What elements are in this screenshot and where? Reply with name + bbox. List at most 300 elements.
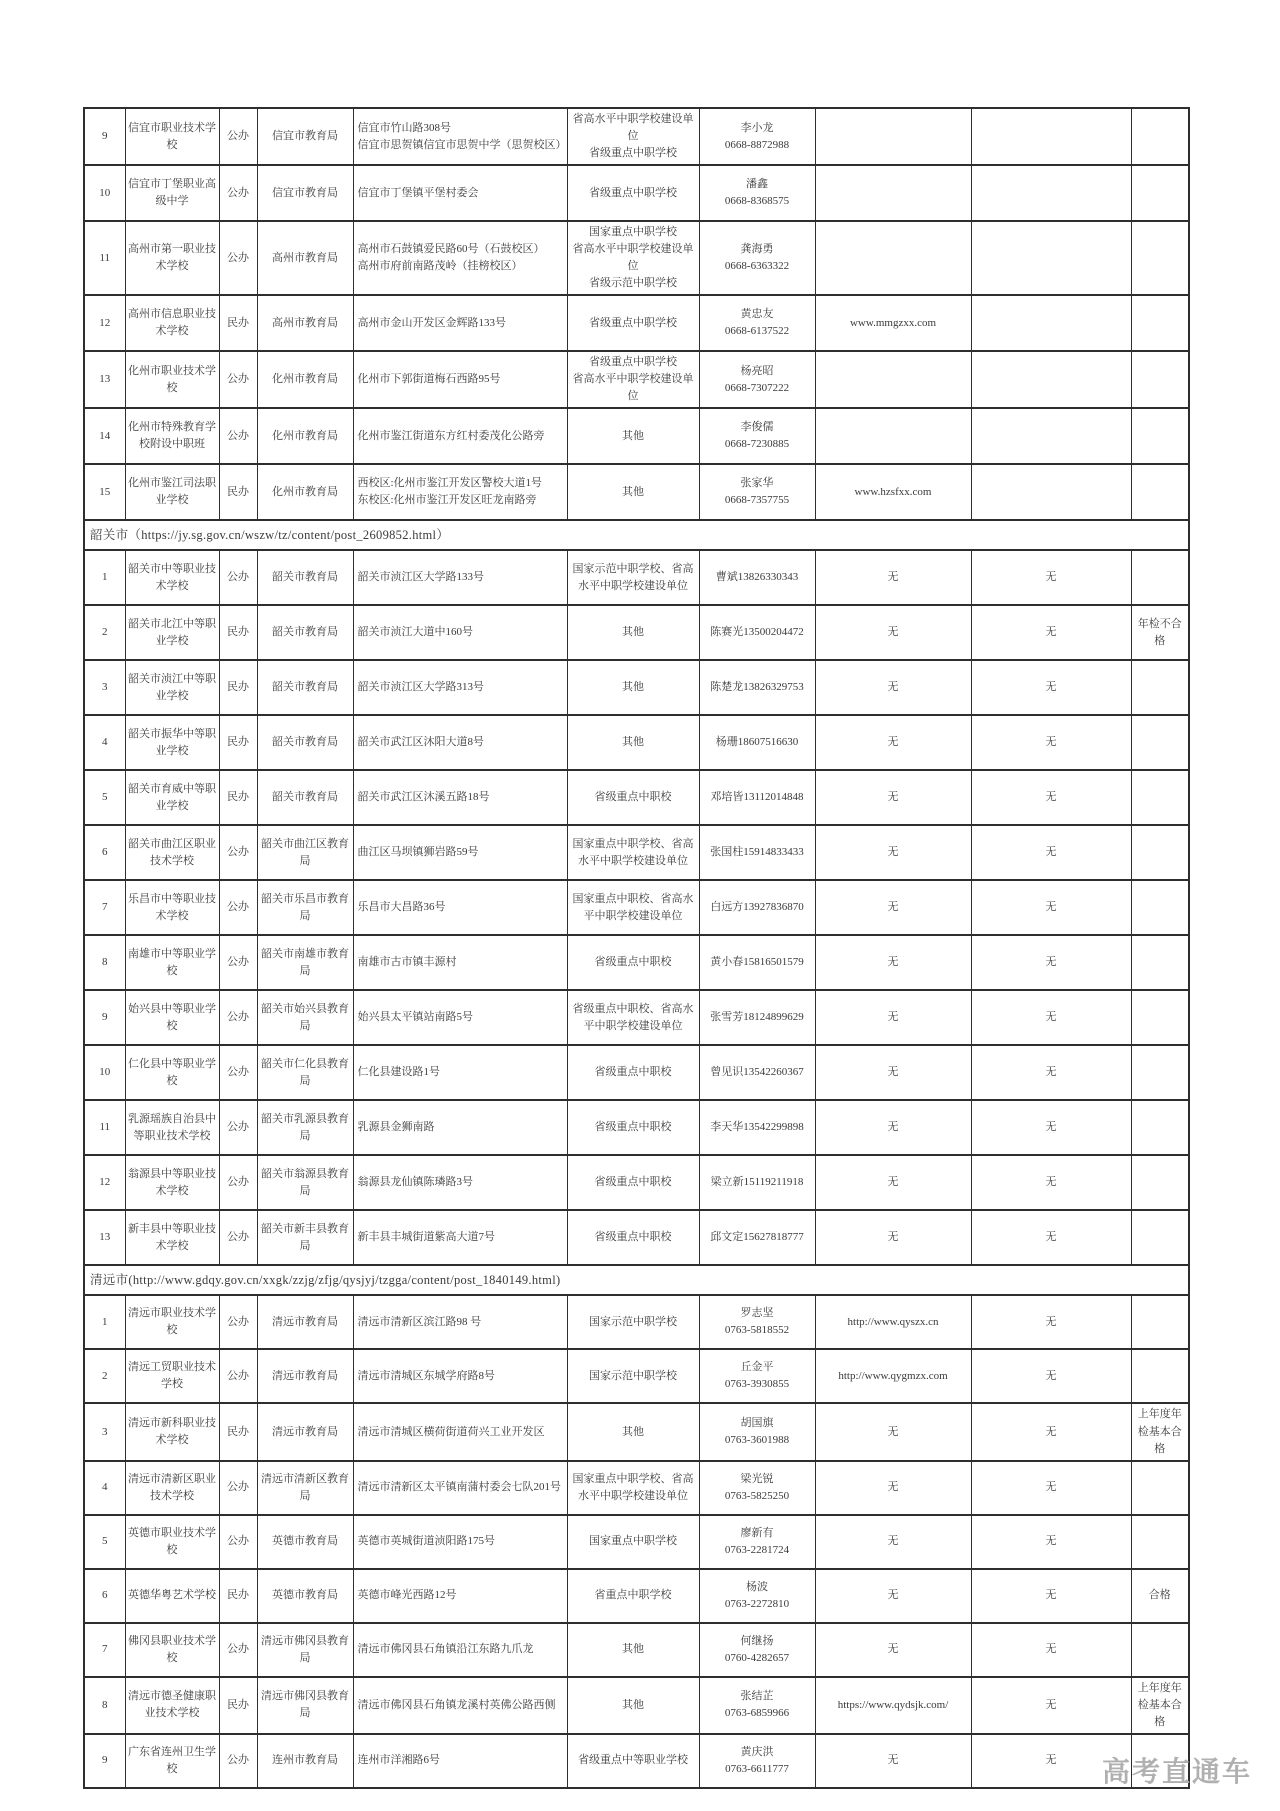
school-table-body xyxy=(84,108,1189,1788)
table-cell: 无 xyxy=(815,1569,971,1623)
table-cell: 韶关市浈江区大学路133号 xyxy=(353,550,567,605)
table-cell xyxy=(971,464,1131,520)
table-cell: 陈赛光13500204472 xyxy=(699,605,815,660)
table-cell: 张国柱15914833433 xyxy=(699,825,815,880)
table-cell xyxy=(1131,660,1189,715)
table-cell: 省级重点中职校、省高水平中职学校建设单位 xyxy=(567,990,699,1045)
table-cell: 高州市金山开发区金辉路133号 xyxy=(353,295,567,351)
table-cell: 清远市职业技术学校 xyxy=(125,1295,219,1349)
table-cell: 其他 xyxy=(567,605,699,660)
table-cell: 无 xyxy=(815,1623,971,1677)
table-cell: 韶关市浈江区大学路313号 xyxy=(353,660,567,715)
table-cell: 始兴县太平镇站南路5号 xyxy=(353,990,567,1045)
table-row xyxy=(84,935,1189,990)
table-cell: 省级重点中职学校 省高水平中职学校建设单位 xyxy=(567,351,699,408)
table-cell: 无 xyxy=(971,550,1131,605)
table-cell: 无 xyxy=(971,1677,1131,1734)
table-cell: 国家重点中职学校 xyxy=(567,1515,699,1569)
table-cell: 13 xyxy=(84,1210,125,1265)
table-cell xyxy=(1131,1461,1189,1515)
table-cell: 无 xyxy=(815,1155,971,1210)
table-cell: 杨亮昭 0668-7307222 xyxy=(699,351,815,408)
table-row xyxy=(84,1045,1189,1100)
table-row xyxy=(84,1403,1189,1460)
table-cell: 其他 xyxy=(567,464,699,520)
table-row xyxy=(84,550,1189,605)
table-cell: 李小龙 0668-8872988 xyxy=(699,108,815,165)
table-cell: 民办 xyxy=(219,605,257,660)
table-row xyxy=(84,408,1189,464)
table-cell: 无 xyxy=(971,660,1131,715)
table-cell xyxy=(1131,1155,1189,1210)
table-cell: 8 xyxy=(84,935,125,990)
table-cell: 国家示范中职学校 xyxy=(567,1349,699,1403)
table-cell xyxy=(971,221,1131,295)
table-cell: 合格 xyxy=(1131,1569,1189,1623)
table-cell: 无 xyxy=(815,1461,971,1515)
table-cell: 公办 xyxy=(219,1045,257,1100)
table-cell: 国家重点中职学校、省高水平中职学校建设单位 xyxy=(567,825,699,880)
table-cell: 11 xyxy=(84,1100,125,1155)
table-cell: 化州市教育局 xyxy=(257,351,353,408)
table-cell: 韶关市中等职业技术学校 xyxy=(125,550,219,605)
table-cell: 清远市清新区教育局 xyxy=(257,1461,353,1515)
table-cell: 无 xyxy=(971,825,1131,880)
table-cell: 信宜市丁堡镇平堡村委会 xyxy=(353,165,567,221)
table-cell: 6 xyxy=(84,1569,125,1623)
table-cell: 国家重点中职学校、省高水平中职学校建设单位 xyxy=(567,1461,699,1515)
table-cell: 无 xyxy=(971,1403,1131,1460)
section-header-text: 韶关市（https://jy.sg.gov.cn/wszw/tz/content/post_2609852.html） xyxy=(84,520,1189,550)
table-cell: 公办 xyxy=(219,1734,257,1788)
table-cell: 公办 xyxy=(219,1295,257,1349)
table-cell: 英德华粤艺术学校 xyxy=(125,1569,219,1623)
table-cell: 省级重点中等职业学校 xyxy=(567,1734,699,1788)
table-cell: 10 xyxy=(84,1045,125,1100)
table-cell xyxy=(1131,221,1189,295)
table-cell: 英德市教育局 xyxy=(257,1569,353,1623)
table-cell xyxy=(1131,825,1189,880)
table-row xyxy=(84,825,1189,880)
table-cell xyxy=(1131,1623,1189,1677)
table-cell: 丘金平 0763-3930855 xyxy=(699,1349,815,1403)
table-cell: 清远市教育局 xyxy=(257,1403,353,1460)
table-cell: 省级重点中职学校 xyxy=(567,165,699,221)
table-cell: 韶关市乳源县教育局 xyxy=(257,1100,353,1155)
table-cell xyxy=(1131,550,1189,605)
table-cell: 白远方13927836870 xyxy=(699,880,815,935)
table-cell: 曾见识13542260367 xyxy=(699,1045,815,1100)
section-header-text: 清远市(http://www.gdqy.gov.cn/xxgk/zzjg/zfjg/qysjyj/tzgga/content/post_1840149.html) xyxy=(84,1265,1189,1295)
table-cell: 张雪芳18124899629 xyxy=(699,990,815,1045)
table-cell: 民办 xyxy=(219,660,257,715)
table-cell: 乐昌市中等职业技术学校 xyxy=(125,880,219,935)
table-row xyxy=(84,295,1189,351)
table-cell: 化州市职业技术学校 xyxy=(125,351,219,408)
table-cell: 7 xyxy=(84,880,125,935)
table-cell: 化州市鉴江司法职业学校 xyxy=(125,464,219,520)
table-cell xyxy=(1131,295,1189,351)
table-cell: 公办 xyxy=(219,221,257,295)
table-cell: 李天华13542299898 xyxy=(699,1100,815,1155)
table-cell: 9 xyxy=(84,990,125,1045)
table-cell: 省级重点中职学校 xyxy=(567,295,699,351)
table-cell xyxy=(1131,1515,1189,1569)
table-row xyxy=(84,660,1189,715)
table-cell: 12 xyxy=(84,1155,125,1210)
table-cell: 无 xyxy=(815,1403,971,1460)
table-row xyxy=(84,1569,1189,1623)
table-cell: http://www.qyszx.cn xyxy=(815,1295,971,1349)
table-row xyxy=(84,715,1189,770)
table-cell: 清远市清新区职业技术学校 xyxy=(125,1461,219,1515)
table-cell xyxy=(1131,108,1189,165)
table-cell: 乳源县金狮南路 xyxy=(353,1100,567,1155)
table-cell xyxy=(971,295,1131,351)
table-cell: 无 xyxy=(815,880,971,935)
table-cell: 韶关市武江区沐阳大道8号 xyxy=(353,715,567,770)
table-cell xyxy=(1131,464,1189,520)
table-cell: 14 xyxy=(84,408,125,464)
table-cell: 无 xyxy=(971,1349,1131,1403)
table-cell xyxy=(1131,715,1189,770)
table-cell: 无 xyxy=(971,1461,1131,1515)
table-cell: 公办 xyxy=(219,1100,257,1155)
table-cell: 民办 xyxy=(219,1677,257,1734)
table-cell: 无 xyxy=(815,550,971,605)
table-cell: 5 xyxy=(84,1515,125,1569)
table-cell: 清远市佛冈县教育局 xyxy=(257,1623,353,1677)
table-cell: 1 xyxy=(84,1295,125,1349)
table-cell: 国家示范中职学校、省高水平中职学校建设单位 xyxy=(567,550,699,605)
table-row xyxy=(84,351,1189,408)
table-cell: 国家重点中职学校 省高水平中职学校建设单位 省级示范中职学校 xyxy=(567,221,699,295)
table-cell: 其他 xyxy=(567,408,699,464)
table-cell: 无 xyxy=(815,715,971,770)
table-cell: 民办 xyxy=(219,1569,257,1623)
table-cell: 信宜市教育局 xyxy=(257,165,353,221)
table-cell: www.mmgzxx.com xyxy=(815,295,971,351)
table-cell: 无 xyxy=(815,1734,971,1788)
table-cell: 何继扬 0760-4282657 xyxy=(699,1623,815,1677)
table-cell: 公办 xyxy=(219,1349,257,1403)
table-cell: 清远市佛冈县石角镇沿江东路九爪龙 xyxy=(353,1623,567,1677)
table-cell: 清远市新科职业技术学校 xyxy=(125,1403,219,1460)
table-cell: 公办 xyxy=(219,825,257,880)
table-cell: 陈楚龙13826329753 xyxy=(699,660,815,715)
table-cell: 9 xyxy=(84,1734,125,1788)
table-cell xyxy=(1131,880,1189,935)
table-cell: 无 xyxy=(815,1045,971,1100)
table-cell: 清远工贸职业技术学校 xyxy=(125,1349,219,1403)
table-row xyxy=(84,1623,1189,1677)
table-cell xyxy=(1131,408,1189,464)
table-cell: 韶关市新丰县教育局 xyxy=(257,1210,353,1265)
table-row xyxy=(84,1461,1189,1515)
table-cell: 其他 xyxy=(567,715,699,770)
table-cell: 西校区:化州市鉴江开发区警校大道1号 东校区:化州市鉴江开发区旺龙南路旁 xyxy=(353,464,567,520)
table-cell xyxy=(1131,1100,1189,1155)
table-cell: 无 xyxy=(971,1210,1131,1265)
table-cell xyxy=(971,408,1131,464)
table-cell: 胡国旗 0763-3601988 xyxy=(699,1403,815,1460)
table-cell: 无 xyxy=(815,1515,971,1569)
table-cell: 民办 xyxy=(219,715,257,770)
table-cell: 化州市教育局 xyxy=(257,408,353,464)
table-cell xyxy=(971,351,1131,408)
table-cell: 公办 xyxy=(219,408,257,464)
table-cell: 邱文定15627818777 xyxy=(699,1210,815,1265)
table-cell: http://www.qygmzx.com xyxy=(815,1349,971,1403)
table-cell: 连州市洋湘路6号 xyxy=(353,1734,567,1788)
table-cell: 曹斌13826330343 xyxy=(699,550,815,605)
table-cell: 9 xyxy=(84,108,125,165)
table-cell: 8 xyxy=(84,1677,125,1734)
table-cell: 年检不合格 xyxy=(1131,605,1189,660)
table-cell: 韶关市教育局 xyxy=(257,605,353,660)
table-cell: 省级重点中职校 xyxy=(567,1100,699,1155)
table-row xyxy=(84,1295,1189,1349)
table-cell: 公办 xyxy=(219,935,257,990)
table-cell xyxy=(971,108,1131,165)
table-cell: 信宜市职业技术学校 xyxy=(125,108,219,165)
table-cell: 仁化县建设路1号 xyxy=(353,1045,567,1100)
table-cell: 英德市英城街道浈阳路175号 xyxy=(353,1515,567,1569)
table-cell xyxy=(1131,990,1189,1045)
table-cell: 2 xyxy=(84,605,125,660)
table-row xyxy=(84,1349,1189,1403)
table-cell: 乳源瑶族自治县中等职业技术学校 xyxy=(125,1100,219,1155)
table-cell: 韶关市翁源县教育局 xyxy=(257,1155,353,1210)
table-cell: 15 xyxy=(84,464,125,520)
table-cell: 无 xyxy=(815,990,971,1045)
table-cell: 上年度年检基本合格 xyxy=(1131,1677,1189,1734)
table-cell: 新丰县中等职业技术学校 xyxy=(125,1210,219,1265)
table-cell xyxy=(1131,770,1189,825)
table-cell: 清远市教育局 xyxy=(257,1349,353,1403)
table-cell: 韶关市北江中等职业学校 xyxy=(125,605,219,660)
table-cell: 韶关市育威中等职业学校 xyxy=(125,770,219,825)
table-row xyxy=(84,464,1189,520)
table-cell: 民办 xyxy=(219,770,257,825)
table-cell: 高州市第一职业技术学校 xyxy=(125,221,219,295)
table-cell: 罗志坚 0763-5818552 xyxy=(699,1295,815,1349)
table-cell: 无 xyxy=(971,990,1131,1045)
table-cell: 公办 xyxy=(219,108,257,165)
table-row xyxy=(84,770,1189,825)
table-cell: 韶关市南雄市教育局 xyxy=(257,935,353,990)
table-cell: 13 xyxy=(84,351,125,408)
table-cell: 国家重点中职校、省高水平中职学校建设单位 xyxy=(567,880,699,935)
table-cell xyxy=(1131,935,1189,990)
table-cell: 民办 xyxy=(219,1403,257,1460)
table-cell: 佛冈县职业技术学校 xyxy=(125,1623,219,1677)
table-cell: 无 xyxy=(971,715,1131,770)
school-table-wrapper xyxy=(83,107,1188,1789)
table-cell: 信宜市竹山路308号 信宜市思贺镇信宜市思贺中学（思贺校区） xyxy=(353,108,567,165)
table-cell: 韶关市振华中等职业学校 xyxy=(125,715,219,770)
table-cell: 韶关市武江区沐溪五路18号 xyxy=(353,770,567,825)
table-cell: 无 xyxy=(971,1295,1131,1349)
table-cell: 韶关市教育局 xyxy=(257,770,353,825)
table-row xyxy=(84,880,1189,935)
table-cell: 高州市教育局 xyxy=(257,295,353,351)
table-cell: 省级重点中职校 xyxy=(567,1155,699,1210)
table-cell: 高州市教育局 xyxy=(257,221,353,295)
gaokao-zhitongche-watermark: 高考直通车 xyxy=(1101,1756,1252,1787)
table-cell: 公办 xyxy=(219,1623,257,1677)
table-cell: 化州市鉴江街道东方红村委茂化公路旁 xyxy=(353,408,567,464)
table-cell: 4 xyxy=(84,715,125,770)
table-cell: 省高水平中职学校建设单位 省级重点中职学校 xyxy=(567,108,699,165)
table-cell: 无 xyxy=(815,1210,971,1265)
table-cell xyxy=(1131,351,1189,408)
table-cell: 龚海勇 0668-6363322 xyxy=(699,221,815,295)
table-cell: 其他 xyxy=(567,1403,699,1460)
table-cell: 其他 xyxy=(567,1623,699,1677)
table-cell: 清远市清新区滨江路98 号 xyxy=(353,1295,567,1349)
table-cell: 曲江区马坝镇狮岩路59号 xyxy=(353,825,567,880)
table-cell: 省重点中职学校 xyxy=(567,1569,699,1623)
table-cell: 无 xyxy=(815,825,971,880)
table-cell: 无 xyxy=(971,1623,1131,1677)
table-cell: 韶关市始兴县教育局 xyxy=(257,990,353,1045)
table-cell: 清远市教育局 xyxy=(257,1295,353,1349)
table-cell: 英德市教育局 xyxy=(257,1515,353,1569)
table-cell: 翁源县龙仙镇陈璘路3号 xyxy=(353,1155,567,1210)
table-cell: 化州市下郭街道梅石西路95号 xyxy=(353,351,567,408)
table-cell: 杨珊18607516630 xyxy=(699,715,815,770)
section-header-shaoguan xyxy=(84,520,1189,550)
table-cell: 廖新有 0763-2281724 xyxy=(699,1515,815,1569)
table-cell: 省级重点中职校 xyxy=(567,1210,699,1265)
table-cell: www.hzsfxx.com xyxy=(815,464,971,520)
table-cell: 韶关市教育局 xyxy=(257,660,353,715)
table-cell xyxy=(815,108,971,165)
table-row xyxy=(84,1210,1189,1265)
table-cell: 清远市清城区横荷街道荷兴工业开发区 xyxy=(353,1403,567,1460)
table-cell: https://www.qydsjk.com/ xyxy=(815,1677,971,1734)
table-cell: 连州市教育局 xyxy=(257,1734,353,1788)
table-cell: 2 xyxy=(84,1349,125,1403)
table-cell: 张结芷 0763-6859966 xyxy=(699,1677,815,1734)
table-cell xyxy=(815,408,971,464)
table-cell xyxy=(1131,1349,1189,1403)
table-cell: 清远市清新区太平镇南蒲村委会七队201号 xyxy=(353,1461,567,1515)
table-cell: 南雄市中等职业学校 xyxy=(125,935,219,990)
table-cell: 南雄市古市镇丰源村 xyxy=(353,935,567,990)
table-cell: 无 xyxy=(815,935,971,990)
table-row xyxy=(84,990,1189,1045)
table-cell: 新丰县丰城街道紫高大道7号 xyxy=(353,1210,567,1265)
table-cell: 民办 xyxy=(219,295,257,351)
table-cell: 梁光锐 0763-5825250 xyxy=(699,1461,815,1515)
table-cell: 清远市德圣健康职业技术学校 xyxy=(125,1677,219,1734)
table-row xyxy=(84,1677,1189,1734)
table-row xyxy=(84,605,1189,660)
table-cell: 无 xyxy=(815,605,971,660)
table-cell: 李俊儒 0668-7230885 xyxy=(699,408,815,464)
table-cell: 杨波 0763-2272810 xyxy=(699,1569,815,1623)
section-header-qingyuan xyxy=(84,1265,1189,1295)
table-row xyxy=(84,221,1189,295)
table-cell xyxy=(1131,165,1189,221)
table-cell: 无 xyxy=(971,770,1131,825)
table-cell: 韶关市浈江中等职业学校 xyxy=(125,660,219,715)
table-cell: 邓培皆13112014848 xyxy=(699,770,815,825)
table-cell: 英德市峰光西路12号 xyxy=(353,1569,567,1623)
table-cell: 韶关市曲江区职业技术学校 xyxy=(125,825,219,880)
table-cell: 公办 xyxy=(219,165,257,221)
table-cell: 黄小春15816501579 xyxy=(699,935,815,990)
table-cell: 公办 xyxy=(219,550,257,605)
table-cell: 无 xyxy=(815,1100,971,1155)
table-cell: 始兴县中等职业学校 xyxy=(125,990,219,1045)
table-cell xyxy=(815,165,971,221)
table-cell: 无 xyxy=(971,1569,1131,1623)
table-cell: 清远市清城区东城学府路8号 xyxy=(353,1349,567,1403)
table-cell: 清远市佛冈县教育局 xyxy=(257,1677,353,1734)
table-cell: 公办 xyxy=(219,880,257,935)
table-row xyxy=(84,1734,1189,1788)
table-cell: 韶关市乐昌市教育局 xyxy=(257,880,353,935)
table-cell: 公办 xyxy=(219,1515,257,1569)
table-cell: 3 xyxy=(84,660,125,715)
table-cell: 其他 xyxy=(567,1677,699,1734)
table-cell: 韶关市教育局 xyxy=(257,550,353,605)
table-cell: 韶关市浈江大道中160号 xyxy=(353,605,567,660)
table-cell: 省级重点中职校 xyxy=(567,770,699,825)
table-cell: 4 xyxy=(84,1461,125,1515)
table-cell: 5 xyxy=(84,770,125,825)
table-cell: 3 xyxy=(84,1403,125,1460)
table-row xyxy=(84,165,1189,221)
table-cell: 广东省连州卫生学校 xyxy=(125,1734,219,1788)
table-cell: 无 xyxy=(971,1155,1131,1210)
table-cell: 信宜市丁堡职业高级中学 xyxy=(125,165,219,221)
table-row xyxy=(84,1100,1189,1155)
table-cell: 仁化县中等职业学校 xyxy=(125,1045,219,1100)
table-row xyxy=(84,108,1189,165)
table-cell: 国家示范中职学校 xyxy=(567,1295,699,1349)
table-cell: 无 xyxy=(815,770,971,825)
table-cell: 公办 xyxy=(219,1210,257,1265)
table-cell: 高州市石鼓镇爱民路60号（石鼓校区） 高州市府前南路茂岭（挂榜校区） xyxy=(353,221,567,295)
table-cell: 公办 xyxy=(219,990,257,1045)
table-cell: 无 xyxy=(971,1515,1131,1569)
table-cell: 梁立新15119211918 xyxy=(699,1155,815,1210)
table-cell: 省级重点中职校 xyxy=(567,1045,699,1100)
table-cell: 高州市信息职业技术学校 xyxy=(125,295,219,351)
table-cell: 公办 xyxy=(219,1461,257,1515)
table-cell: 无 xyxy=(971,880,1131,935)
table-cell: 乐昌市大昌路36号 xyxy=(353,880,567,935)
table-cell: 化州市教育局 xyxy=(257,464,353,520)
table-cell xyxy=(815,221,971,295)
table-row xyxy=(84,1155,1189,1210)
table-cell: 公办 xyxy=(219,1155,257,1210)
school-table xyxy=(83,107,1190,1789)
table-cell: 黄忠友 0668-6137522 xyxy=(699,295,815,351)
table-cell: 黄庆洪 0763-6611777 xyxy=(699,1734,815,1788)
table-cell: 英德市职业技术学校 xyxy=(125,1515,219,1569)
table-cell: 化州市特殊教育学校附设中职班 xyxy=(125,408,219,464)
table-cell: 无 xyxy=(971,1734,1131,1788)
table-cell: 无 xyxy=(971,1045,1131,1100)
table-cell: 6 xyxy=(84,825,125,880)
table-cell: 无 xyxy=(971,1100,1131,1155)
table-cell: 公办 xyxy=(219,351,257,408)
